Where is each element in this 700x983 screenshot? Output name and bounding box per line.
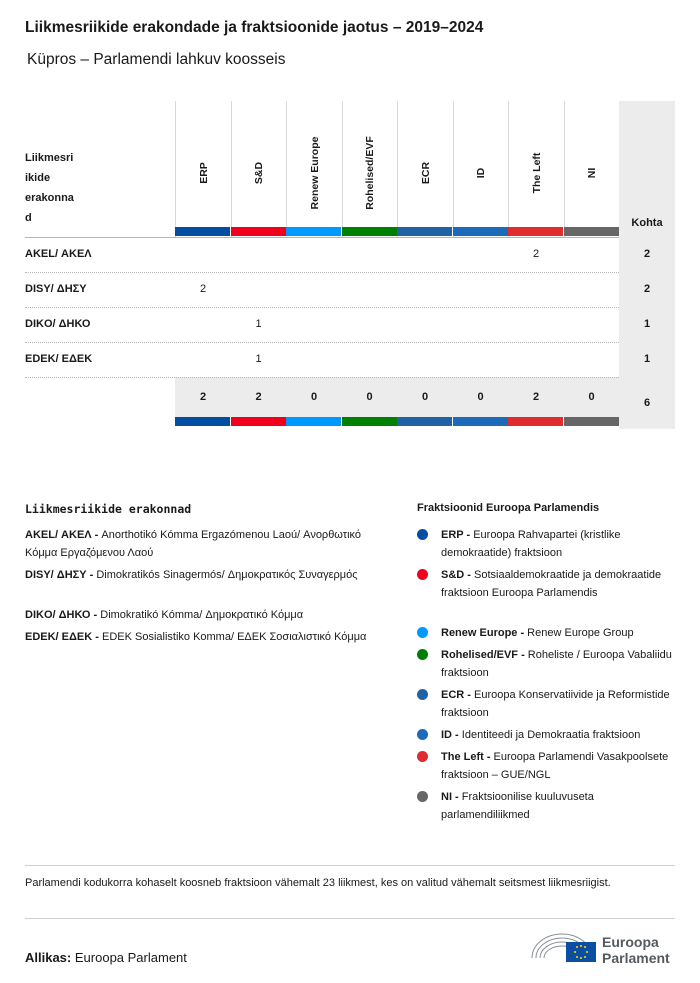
distribution-table <box>25 101 675 429</box>
grand-total-cell: 6 <box>619 377 675 429</box>
column-header-label: NI <box>586 167 598 179</box>
group-color-bar-top <box>342 227 397 236</box>
column-header-label: ECR <box>419 161 432 185</box>
source-line <box>25 950 187 965</box>
legend-color-dot <box>417 791 428 802</box>
parliament-hemicycle-icon <box>530 928 600 968</box>
column-header-label: ID <box>475 167 487 179</box>
logo-wordmark <box>602 934 670 966</box>
footnote-divider-bottom <box>25 918 675 919</box>
legend-item <box>441 646 681 682</box>
seat-count-cell: 2 <box>199 283 207 295</box>
row-divider <box>25 307 675 308</box>
column-header-the-left <box>508 101 564 237</box>
group-color-bar-top <box>453 227 508 236</box>
footnote: Parlamendi kodukorra kohaselt koosneb fraktsioon vähemalt 23 liikmest, kes on valitud vähemalt seitsmest liikmesriigist. <box>25 877 611 889</box>
row-total-cell: 2 <box>619 272 675 307</box>
row-divider <box>25 272 675 273</box>
legend-item <box>441 686 681 722</box>
legend-item <box>441 566 681 602</box>
legend-description: Identiteedi ja Demokraatia fraktsioon <box>458 729 641 741</box>
legend-description: Roheliste / Euroopa Vabaliidu fraktsioon <box>441 649 672 679</box>
seat-count-cell: 1 <box>255 353 262 365</box>
row-header-label-line: d <box>25 212 32 224</box>
group-color-bar-bottom <box>342 417 397 426</box>
legend-color-dot <box>417 649 428 660</box>
column-header-rohelised-evf <box>342 101 398 237</box>
row-party-label: DISY/ ΔΗΣΥ <box>25 283 87 295</box>
legend-item <box>441 748 681 784</box>
legend-description: Dimokratikó Kómma/ Δημοκρατικό Κόμμα <box>97 609 304 621</box>
legend-code: Rohelised/EVF - <box>441 649 525 661</box>
row-party-label: DIKO/ ΔΗΚΟ <box>25 318 91 330</box>
group-color-bar-bottom <box>508 417 563 426</box>
row-total-cell: 2 <box>619 237 675 272</box>
page-title: Liikmesriikide erakondade ja fraktsioonide jaotus – 2019–2024 <box>25 19 484 36</box>
legend-description: Euroopa Konservatiivide ja Reformistide fraktsioon <box>441 689 670 719</box>
group-color-bar-top <box>397 227 452 236</box>
legend-description: Fraktsioonilise kuuluvuseta parlamendiliikmed <box>441 791 594 821</box>
row-divider <box>25 342 675 343</box>
legend-description: Anorthotikó Kómma Ergazómenou Laoú/ Ανορθωτικό Κόμμα Εργαζόμενου Λαού <box>25 529 362 559</box>
group-total-cell: 0 <box>477 391 484 403</box>
column-header-label: Renew Europe <box>308 136 321 210</box>
legend-description: EDEK Sosialistiko Komma/ ΕΔΕΚ Σοσιαλιστικό Κόμμα <box>98 631 367 643</box>
legend-description: Renew Europe Group <box>524 627 634 639</box>
legend-item <box>441 726 681 744</box>
legend-color-dot <box>417 569 428 580</box>
column-header-label: ERP <box>197 162 210 184</box>
legend-color-dot <box>417 751 428 762</box>
column-header-label: Rohelised/EVF <box>364 136 376 210</box>
legend-color-dot <box>417 529 428 540</box>
legend-item <box>441 526 681 562</box>
legend-code: ID - <box>441 729 459 741</box>
legend-color-dot <box>417 729 428 740</box>
column-header-id <box>453 101 509 237</box>
legend-color-dot <box>417 627 428 638</box>
group-color-bar-bottom <box>231 417 286 426</box>
group-color-bar-bottom <box>453 417 508 426</box>
seat-count-cell: 2 <box>532 248 540 260</box>
group-color-bar-top <box>564 227 619 236</box>
legend-code: AKEL/ ΑΚΕΛ - <box>25 529 99 541</box>
row-header-label-line: ikide <box>25 172 51 184</box>
group-total-cell: 2 <box>199 391 207 403</box>
legend-code: S&D - <box>441 569 471 581</box>
legend-description: Sotsiaaldemokraatide ja demokraatide fraktsioon Euroopa Parlamendis <box>441 569 662 599</box>
seat-count-cell: 1 <box>255 318 262 330</box>
column-header-ni <box>564 101 620 237</box>
logo-line-2: Parlament <box>602 950 670 966</box>
column-header-renew-europe <box>286 101 342 237</box>
row-header-label-line: erakonna <box>25 192 74 204</box>
legend-code: The Left - <box>441 751 491 763</box>
source-label: Allikas: <box>25 950 72 965</box>
legend-description: Euroopa Parlamendi Vasakpoolsete fraktsioon – GUE/NGL <box>441 751 669 781</box>
groups-legend-title: Fraktsioonid Euroopa Parlamendis <box>417 502 600 514</box>
legend-code: ECR - <box>441 689 471 701</box>
row-party-label: EDEK/ ΕΔΕΚ <box>25 353 93 365</box>
legend-item <box>25 628 370 646</box>
legend-color-dot <box>417 689 428 700</box>
row-total-cell: 1 <box>619 307 675 342</box>
group-total-cell: 0 <box>366 391 373 403</box>
column-header-s-d <box>231 101 287 237</box>
column-header-label: S&D <box>253 161 265 185</box>
row-header-label-line: Liikmesri <box>25 152 74 164</box>
group-total-cell: 0 <box>421 391 429 403</box>
legend-item <box>25 606 370 624</box>
group-color-bar-bottom <box>564 417 619 426</box>
legend-item <box>25 566 370 584</box>
european-parliament-logo <box>530 928 680 968</box>
legend-code: DIKO/ ΔΗΚΟ - <box>25 609 98 621</box>
legend-code: ERP - <box>441 529 471 541</box>
total-column-header <box>619 101 675 237</box>
legend-item <box>25 526 370 562</box>
legend-code: EDEK/ ΕΔΕΚ - <box>25 631 99 643</box>
member-state-parties-legend-title: Liikmesriikide erakonnad <box>25 502 192 516</box>
legend-item <box>441 624 681 642</box>
column-header-ecr <box>397 101 453 237</box>
legend-item <box>441 788 681 824</box>
footnote-divider-top <box>25 865 675 866</box>
legend-code: Renew Europe - <box>441 627 525 639</box>
group-total-cell: 0 <box>310 391 318 403</box>
group-color-bar-bottom <box>397 417 452 426</box>
group-color-bar-top <box>175 227 230 236</box>
row-header-label <box>25 148 85 228</box>
group-color-bar-bottom <box>175 417 230 426</box>
group-total-cell: 2 <box>532 391 540 403</box>
group-color-bar-top <box>286 227 341 236</box>
legend-code: DISY/ ΔΗΣΥ - <box>25 569 94 581</box>
source-value: Euroopa Parlament <box>74 950 187 965</box>
group-total-cell: 0 <box>588 391 595 403</box>
logo-line-1: Euroopa <box>602 934 659 950</box>
column-header-label: The Left <box>530 152 543 194</box>
total-column-label: Kohta <box>631 217 663 229</box>
group-total-cell: 2 <box>255 391 262 403</box>
row-total-cell: 1 <box>619 342 675 377</box>
group-color-bar-top <box>508 227 563 236</box>
legend-description: Euroopa Rahvapartei (kristlike demokraatide) fraktsioon <box>441 529 621 559</box>
column-header-erp <box>175 101 231 237</box>
table-header-divider <box>25 237 675 238</box>
legend-code: NI - <box>441 791 459 803</box>
group-color-bar-top <box>231 227 286 236</box>
row-party-label: AKEL/ ΑΚΕΛ <box>25 248 92 260</box>
group-color-bar-bottom <box>286 417 341 426</box>
page-subtitle: Küpros – Parlamendi lahkuv koosseis <box>27 51 286 68</box>
legend-description: Dimokratikós Sinagermós/ Δημοκρατικός Συναγερμός <box>93 569 358 581</box>
